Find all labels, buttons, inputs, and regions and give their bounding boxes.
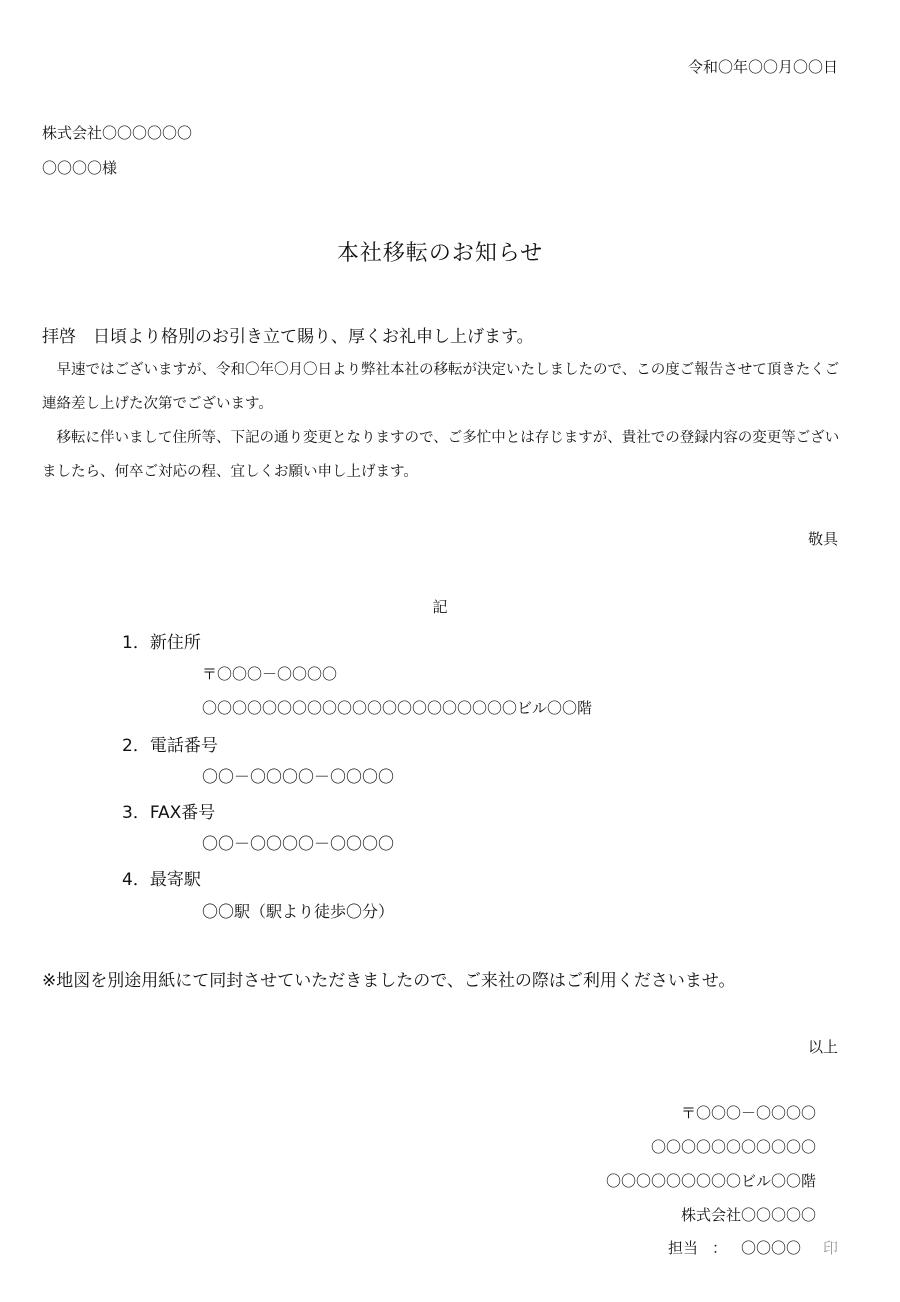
ki-heading: 記 [432,598,448,616]
letter-date: 令和〇年〇〇月〇〇日 [687,58,838,76]
page-title: 本社移転のお知らせ [336,241,544,266]
item-fax-label: 3．FAX番号 [122,803,216,823]
contact-colon: ： [711,1239,727,1257]
item-station-value: 〇〇駅（駅より徒歩〇分） [202,902,395,921]
item-phone-label: 2．電話番号 [122,736,218,756]
greeting: 拝啓 日頃より格別のお引き立て賜り、厚くお礼申し上げます。 [42,327,534,347]
contact-name: 〇〇〇〇 [740,1239,801,1257]
recipient-company: 株式会社〇〇〇〇〇〇 [42,124,193,142]
contact-label: 担当 [667,1239,698,1257]
sender-contact [668,1237,838,1258]
item-address-postal: 〒〇〇〇－〇〇〇〇 [202,665,338,683]
body-paragraph-1: 早速ではございますが、令和〇年〇月〇日より弊社本社の移転が決定いたしましたので、この度ご報告させて頂きたくご連絡差し上げた次第でございます。 [42,362,840,412]
map-note: ※地図を別途用紙にて同封させていただきましたので、ご来社の際はご利用くださいませ。 [42,971,736,991]
item-phone-value: 〇〇－〇〇〇〇－〇〇〇〇 [202,767,395,786]
item-fax-value: 〇〇－〇〇〇〇－〇〇〇〇 [202,834,395,853]
recipient-person: 〇〇〇〇様 [42,159,118,177]
item-address-line: 〇〇〇〇〇〇〇〇〇〇〇〇〇〇〇〇〇〇〇〇〇ビル〇〇階 [202,699,593,717]
closing-ijou: 以上 [807,1038,838,1056]
seal-mark: 印 [822,1239,838,1257]
sender-company: 株式会社〇〇〇〇〇 [680,1206,816,1224]
sender-address-2: 〇〇〇〇〇〇〇〇〇ビル〇〇階 [605,1172,816,1190]
sender-address-1: 〇〇〇〇〇〇〇〇〇〇〇 [650,1138,816,1156]
sender-postal: 〒〇〇〇－〇〇〇〇 [680,1104,816,1122]
item-address-label: 1．新住所 [122,633,201,653]
closing-keigu: 敬具 [807,530,838,548]
body-paragraph-2: 移転に伴いまして住所等、下記の通り変更となりますので、ご多忙中とは存じますが、貴社での登録内容の変更等ございましたら、何卒ご対応の程、宜しくお願い申し上げます。 [42,430,840,480]
item-station-label: 4．最寄駅 [122,870,201,890]
